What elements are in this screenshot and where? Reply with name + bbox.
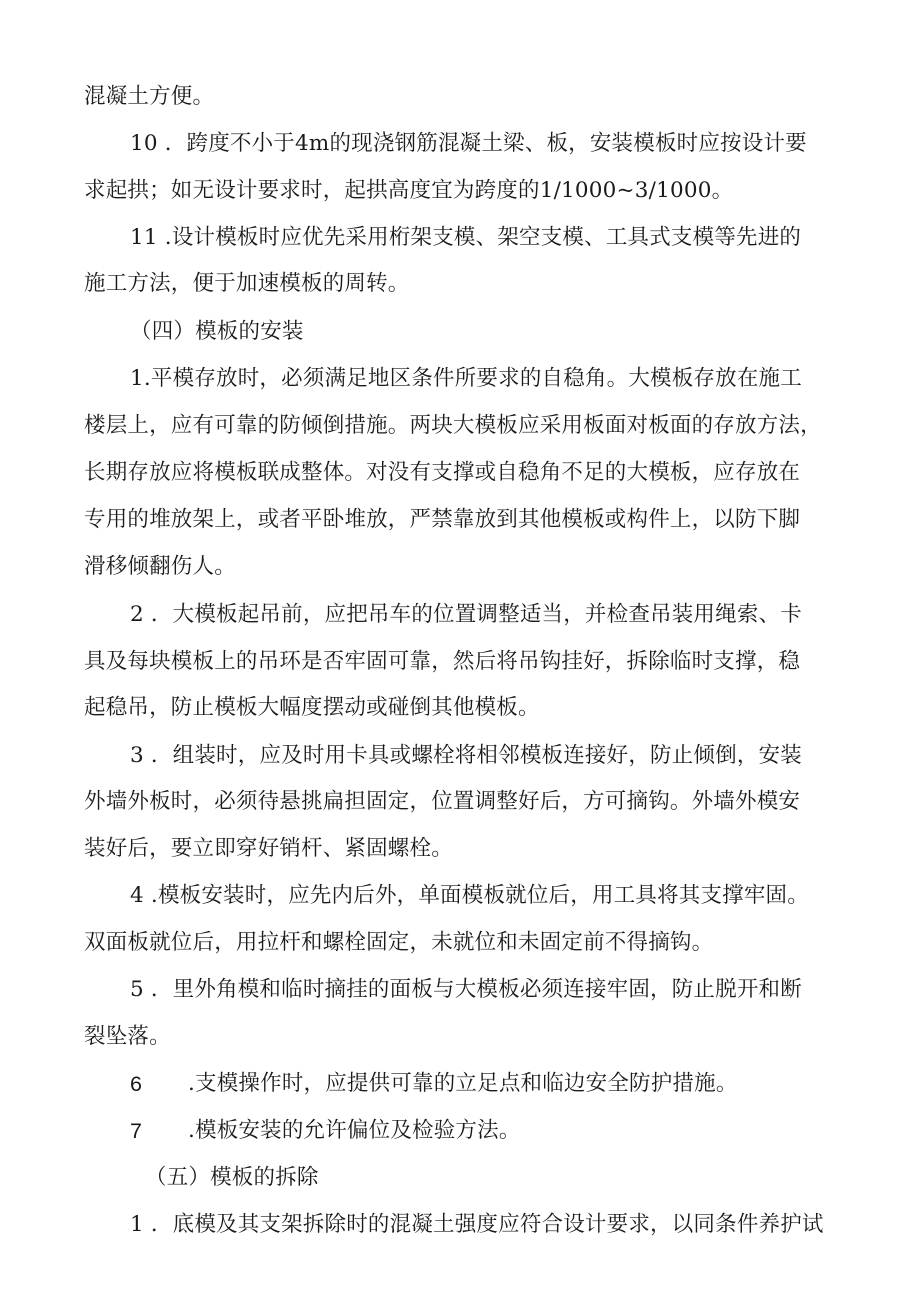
section-heading: （四）模板的安装 — [130, 319, 304, 344]
text-line: 11 .设计模板时应优先采用桁架支模、架空支模、工具式支模等先进的 — [130, 225, 802, 250]
text-line: 外墙外板时，必须待悬挑扁担固定，位置调整好后，方可摘钩。外墙外模安 — [84, 789, 801, 814]
text-line: 双面板就位后，用拉杆和螺栓固定，未就位和未固定前不得摘钩。 — [84, 930, 714, 955]
text-line: 滑移倾翻伤人。 — [84, 554, 236, 579]
section-heading: （五）模板的拆除 — [145, 1165, 319, 1190]
text-line: 具及每块模板上的吊环是否牢固可靠，然后将吊钩挂好，拆除临时支撑，稳 — [84, 649, 801, 674]
text-line: 2 ．大模板起吊前，应把吊车的位置调整适当，并检查吊装用绳索、卡 — [130, 602, 802, 627]
text-line: 3 ．组装时，应及时用卡具或螺栓将相邻模板连接好，防止倾倒，安装 — [130, 743, 802, 768]
text-line: 混凝土方便。 — [84, 84, 215, 109]
text-line: 5 ．里外角模和临时摘挂的面板与大模板必须连接牢固，防止脱开和断 — [130, 977, 802, 1002]
text-line: 长期存放应将模板联成整体。对没有支撑或自稳角不足的大模板，应存放在 — [84, 460, 801, 485]
text-line: 专用的堆放架上，或者平卧堆放，严禁靠放到其他模板或构件上，以防下脚 — [84, 507, 801, 532]
text-line: 求起拱；如无设计要求时，起拱高度宜为跨度的1/1000~3/1000。 — [84, 178, 734, 203]
text-line: 1.平模存放时，必须满足地区条件所要求的自稳角。大模板存放在施工 — [130, 366, 802, 391]
text-line: 裂坠落。 — [84, 1024, 171, 1049]
list-number: 7 — [130, 1119, 143, 1143]
text-line: 4 .模板安装时，应先内后外，单面模板就位后，用工具将其支撑牢固。 — [130, 883, 809, 908]
text-line: 施工方法，便于加速模板的周转。 — [84, 271, 410, 296]
text-line: 起稳吊，防止模板大幅度摆动或碰倒其他模板。 — [84, 695, 540, 720]
list-number: 6 — [130, 1072, 143, 1096]
text-line: 1 ．底模及其支架拆除时的混凝土强度应符合设计要求，以同条件养护试 — [130, 1212, 824, 1237]
text-line: 10 ．跨度不小于4m的现浇钢筋混凝土梁、板，安装模板时应按设计要 — [130, 131, 807, 156]
text-line: .模板安装的允许偏位及检验方法。 — [188, 1118, 521, 1143]
text-line: 装好后，要立即穿好销杆、紧固螺栓。 — [84, 836, 453, 861]
text-line: 楼层上，应有可靠的防倾倒措施。两块大模板应采用板面对板面的存放方法， — [84, 413, 822, 438]
text-line: .支模操作时，应提供可靠的立足点和临边安全防护措施。 — [188, 1071, 738, 1096]
